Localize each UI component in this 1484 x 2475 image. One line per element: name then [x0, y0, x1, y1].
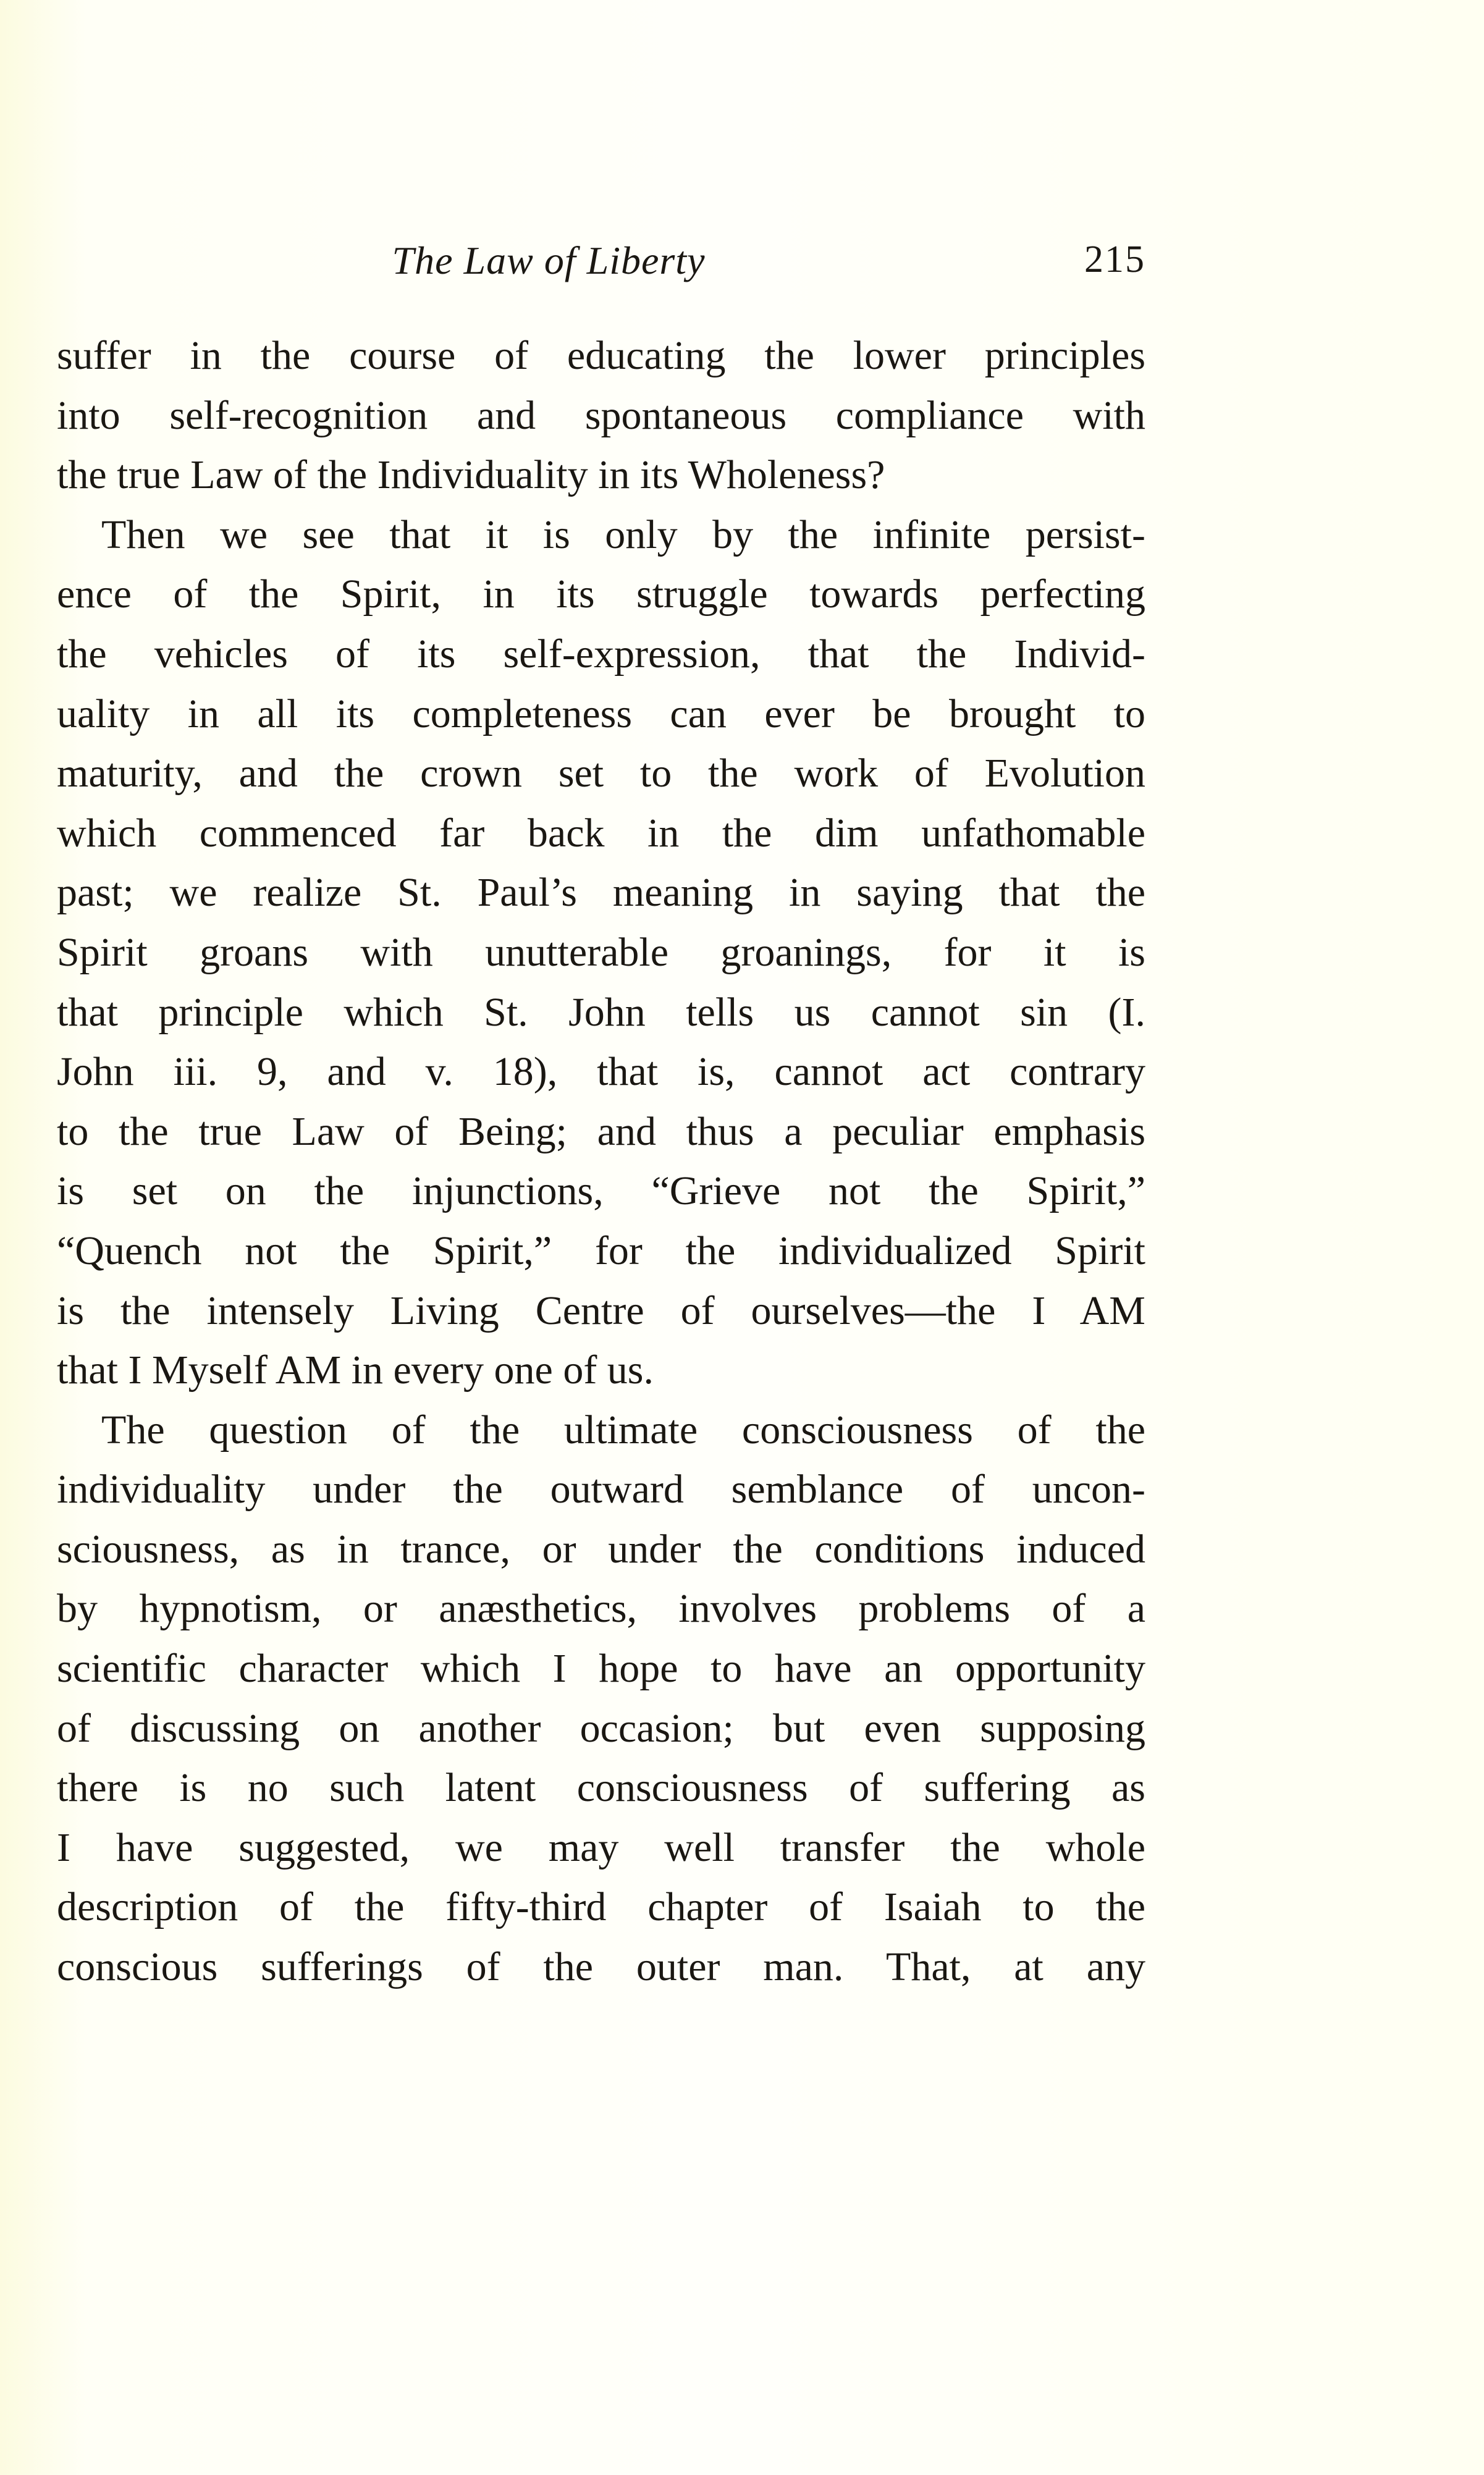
text-line: maturity, and the crown set to the work of Evolution	[57, 751, 1145, 796]
text-line: scientific character which I hope to have an opportunity	[57, 1646, 1145, 1692]
text-line: the vehicles of its self-expression, that the Individ-	[57, 631, 1145, 677]
text-line: is the intensely Living Centre of ourselves—the I AM	[57, 1288, 1145, 1333]
text-line: past; we realize St. Paul’s meaning in saying that the	[57, 870, 1145, 916]
text-line: there is no such latent consciousness of suffering as	[57, 1765, 1145, 1811]
running-title: The Law of Liberty	[392, 238, 706, 282]
text-line: which commenced far back in the dim unfathomable	[57, 810, 1145, 856]
text-line: The question of the ultimate consciousness of the	[101, 1407, 1145, 1453]
text-line: description of the fifty-third chapter of Isaiah to the	[57, 1884, 1145, 1930]
text-line: Then we see that it is only by the infinite persist-	[101, 512, 1145, 557]
text-line: the true Law of the Individuality in its Wholeness?	[57, 452, 885, 498]
text-line: Spirit groans with unutterable groanings, for it is	[57, 929, 1145, 975]
running-head	[57, 238, 1145, 293]
paragraph-2	[57, 505, 1145, 1401]
text-line: of discussing on another occasion; but even supposing	[57, 1705, 1145, 1751]
text-line: conscious sufferings of the outer man. That, at any	[57, 1944, 1145, 1990]
text-line: to the true Law of Being; and thus a peculiar emphasis	[57, 1108, 1145, 1154]
text-line: sciousness, as in trance, or under the conditions induced	[57, 1526, 1145, 1572]
text-line: “Quench not the Spirit,” for the individualized Spirit	[57, 1228, 1145, 1273]
text-line: that I Myself AM in every one of us.	[57, 1347, 654, 1393]
text-line: that principle which St. John tells us cannot sin (I.	[57, 989, 1145, 1035]
paragraph-1	[57, 326, 1145, 505]
body-text	[57, 326, 1145, 1997]
text-line: by hypnotism, or anæsthetics, involves problems of a	[57, 1586, 1145, 1632]
text-line: is set on the injunctions, “Grieve not the Spirit,”	[57, 1168, 1145, 1214]
text-line: John iii. 9, and v. 18), that is, cannot act contrary	[57, 1049, 1145, 1095]
paragraph-3	[57, 1401, 1145, 1997]
text-line: suffer in the course of educating the lower principles	[57, 333, 1145, 378]
text-line: I have suggested, we may well transfer the whole	[57, 1824, 1145, 1870]
text-line: individuality under the outward semblance of uncon-	[57, 1467, 1145, 1512]
text-line: uality in all its completeness can ever be brought to	[57, 691, 1145, 736]
text-line: ence of the Spirit, in its struggle towards perfecting	[57, 571, 1145, 617]
text-line: into self-recognition and spontaneous compliance with	[57, 392, 1145, 438]
page-number: 215	[1084, 238, 1145, 280]
